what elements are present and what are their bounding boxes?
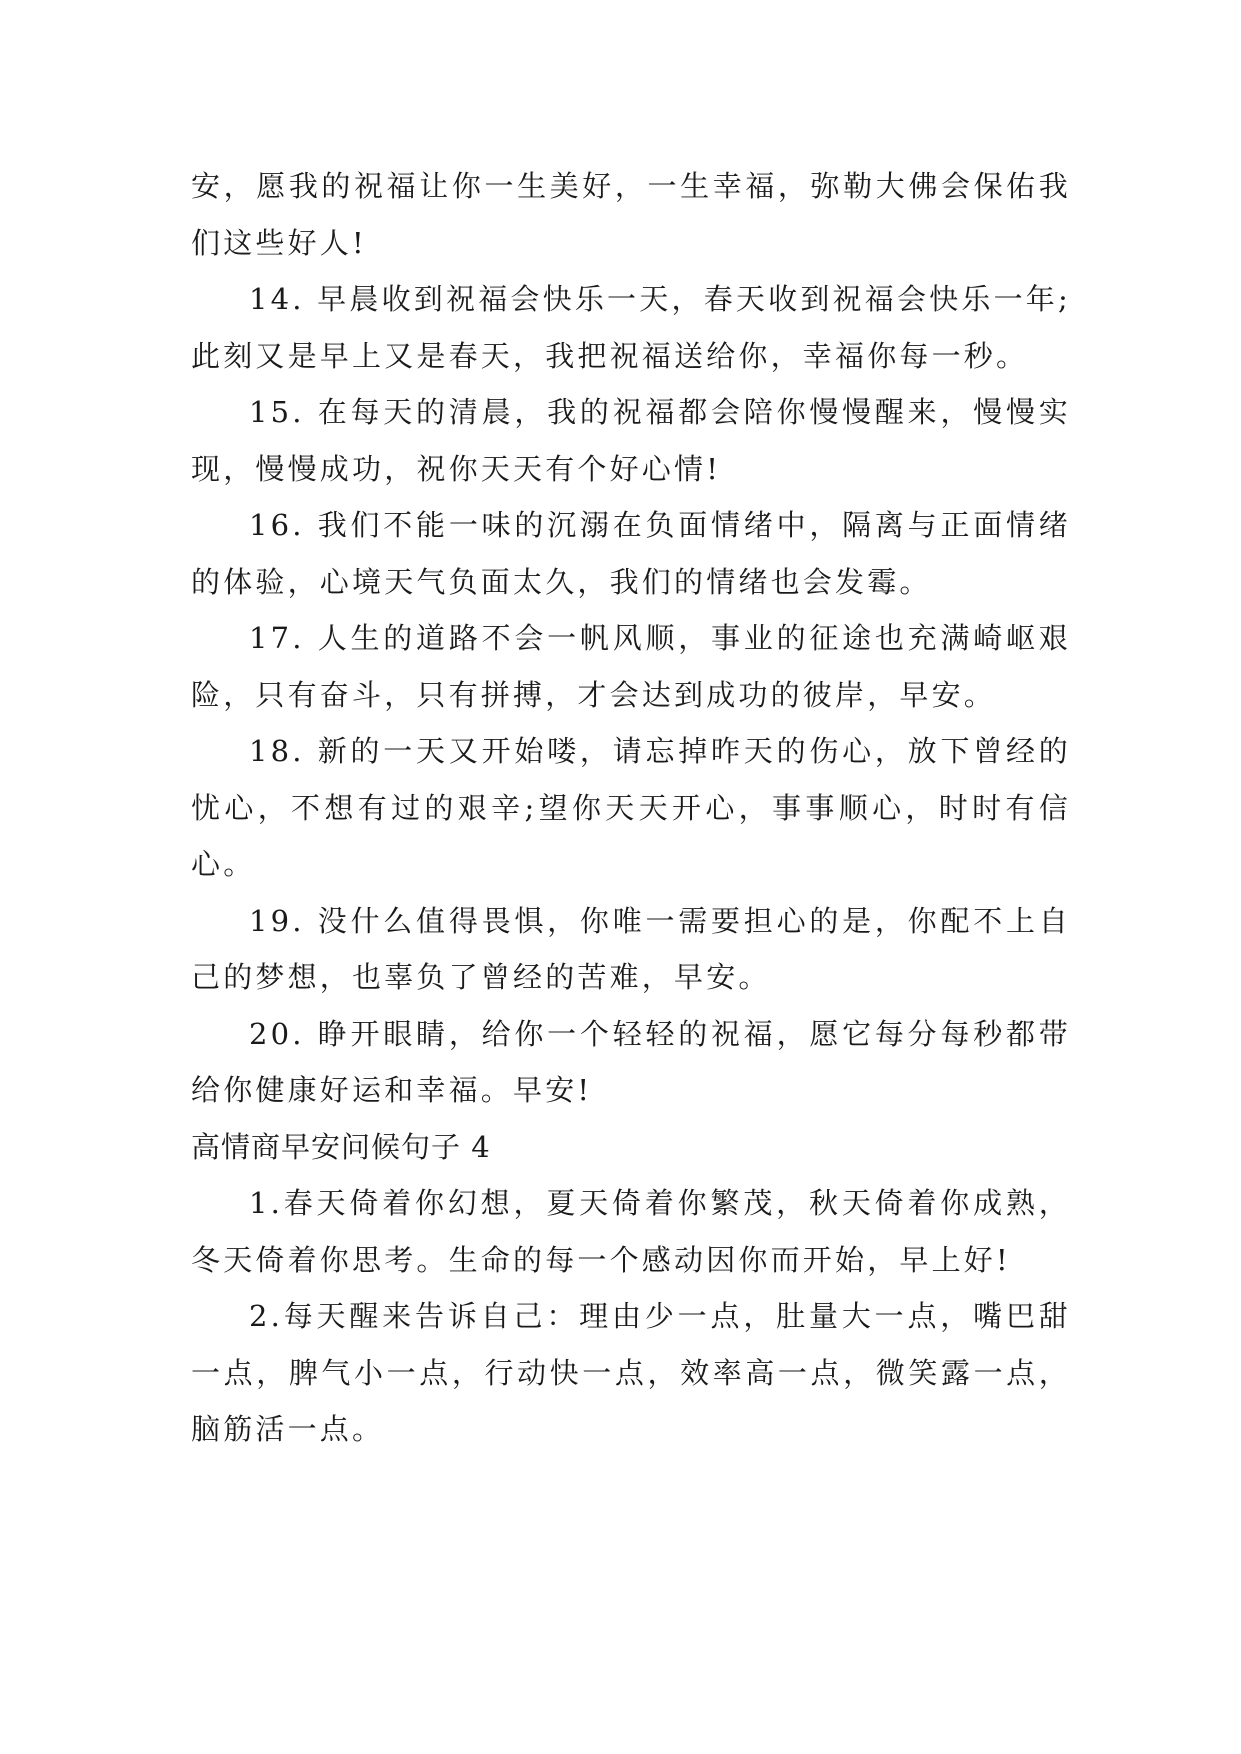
list-item-14: 14. 早晨收到祝福会快乐一天，春天收到祝福会快乐一年;此刻又是早上又是春天，我把祝福送给你，幸福你每一秒。 bbox=[191, 282, 1071, 373]
list-item-20: 20. 睁开眼睛，给你一个轻轻的祝福，愿它每分每秒都带给你健康好运和幸福。早安! bbox=[191, 1016, 1071, 1107]
list-item-16: 16. 我们不能一味的沉溺在负面情绪中，隔离与正面情绪的体验，心境天气负面太久，我们的情绪也会发霉。 bbox=[191, 508, 1071, 599]
list-item-17: 17. 人生的道路不会一帆风顺，事业的征途也充满崎岖艰险，只有奋斗，只有拼搏，才会达到成功的彼岸，早安。 bbox=[191, 621, 1071, 712]
section-list-item-1: 1.春天倚着你幻想，夏天倚着你繁茂，秋天倚着你成熟，冬天倚着你思考。生命的每一个感动因你而开始，早上好! bbox=[191, 1186, 1071, 1277]
document-body bbox=[191, 158, 1071, 1458]
section-list-item-2: 2.每天醒来告诉自己：理由少一点，肚量大一点，嘴巴甜一点，脾气小一点，行动快一点，效率高一点，微笑露一点，脑筋活一点。 bbox=[191, 1299, 1071, 1446]
list-item-18: 18. 新的一天又开始喽，请忘掉昨天的伤心，放下曾经的忧心，不想有过的艰辛;望你天天开心，事事顺心，时时有信心。 bbox=[191, 734, 1071, 881]
list-item-19: 19. 没什么值得畏惧，你唯一需要担心的是，你配不上自己的梦想，也辜负了曾经的苦难，早安。 bbox=[191, 903, 1071, 994]
list-item-15: 15. 在每天的清晨，我的祝福都会陪你慢慢醒来，慢慢实现，慢慢成功，祝你天天有个好心情! bbox=[191, 395, 1071, 486]
section-heading: 高情商早安问候句子 4 bbox=[191, 1129, 491, 1164]
paragraph-continuation: 安，愿我的祝福让你一生美好，一生幸福，弥勒大佛会保佑我们这些好人! bbox=[191, 169, 1071, 260]
